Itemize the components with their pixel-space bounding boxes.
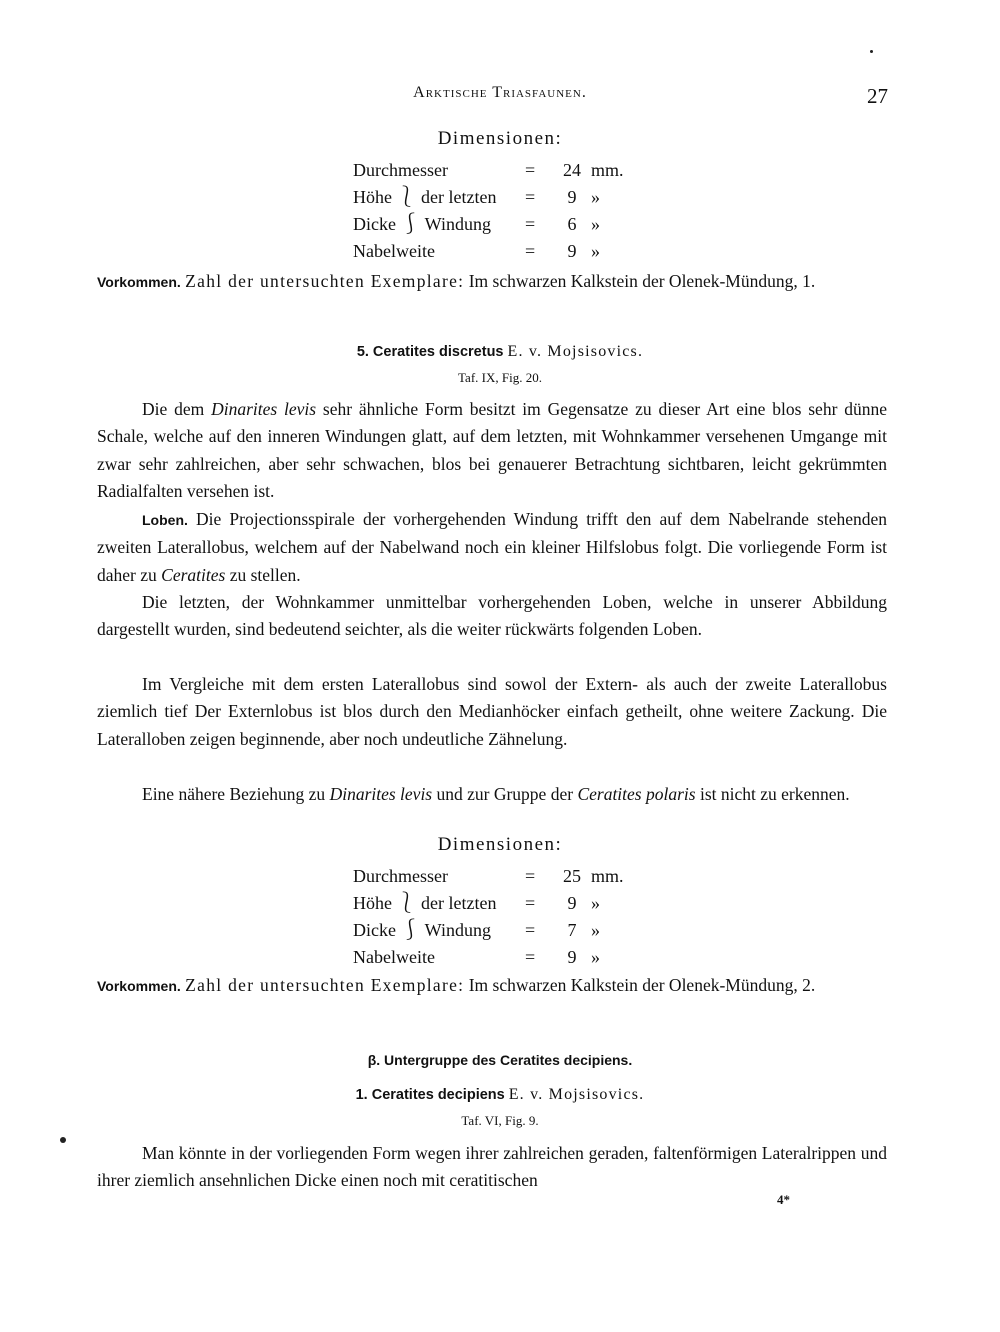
dimension-label: Dicke	[353, 920, 396, 940]
plate-reference: Taf. IX, Fig. 20.	[458, 370, 542, 385]
equals-sign: =	[525, 947, 536, 967]
occurrence-lead: Vorkommen.	[97, 978, 181, 994]
taxon-name: Ceratites	[161, 564, 226, 585]
dimension-value: 7	[567, 920, 577, 940]
body-paragraph	[97, 506, 887, 589]
brace-icon: ⎰	[400, 213, 421, 235]
equals-sign: =	[525, 241, 536, 261]
dimension-label: Höhe	[353, 893, 392, 913]
dimension-value: 25	[563, 866, 581, 886]
equals-sign: =	[525, 893, 536, 913]
brace-icon: ⎱	[396, 892, 417, 914]
signature-mark: 4*	[777, 1192, 790, 1207]
species-heading	[0, 343, 1000, 361]
text-run: zu stellen.	[225, 564, 301, 585]
species-name: 1. Ceratites decipiens	[355, 1087, 505, 1103]
dimension-sublabel: Windung	[424, 214, 491, 234]
brace-icon: ⎱	[396, 186, 417, 208]
dimension-unit: »	[591, 187, 600, 207]
dimension-label: Durchmesser	[353, 866, 448, 886]
occurrence-text: Zahl der untersuchten Exemplare:	[185, 975, 465, 995]
dimension-value: 9	[567, 241, 577, 261]
dimensions-heading: Dimensionen:	[437, 834, 563, 855]
occurrence-rest: Im schwarzen Kalkstein der Olenek-Mündung, 2.	[468, 975, 816, 995]
dimension-label: Nabelweite	[353, 241, 435, 261]
taxon-name: Ceratites polaris	[577, 784, 696, 804]
dimensions-heading: Dimensionen:	[437, 128, 563, 149]
dimension-sublabel: der letzten	[421, 187, 497, 207]
dimension-unit: »	[591, 920, 600, 940]
occurrence-text: Zahl der untersuchten Exemplare:	[185, 271, 465, 291]
dimension-value: 9	[567, 187, 577, 207]
text-run: Die Projectionsspirale der vorhergehenden Windung trifft den auf dem Nabelrande stehenden zweiten Laterallobus, welchem auf der Nabelwand noch ein kleiner Hilfslobus folgt. Die vorliegende Form ist daher zu	[97, 509, 887, 585]
body-paragraph	[97, 396, 887, 505]
page-number: 27	[867, 84, 888, 108]
dimension-value: 9	[567, 893, 577, 913]
species-author: E. v. Mojsisovics.	[507, 343, 644, 360]
occurrence-rest: Im schwarzen Kalkstein der Olenek-Mündung, 1.	[468, 271, 816, 291]
species-heading	[0, 1086, 1000, 1104]
brace-icon: ⎰	[400, 919, 421, 941]
text-run: und zur Gruppe der	[432, 784, 578, 804]
dimension-label: Höhe	[353, 187, 392, 207]
dimension-unit: »	[591, 947, 600, 967]
taxon-name: Dinarites levis	[329, 784, 433, 804]
dimension-unit: »	[591, 214, 600, 234]
equals-sign: =	[525, 187, 536, 207]
occurrence-paragraph	[97, 268, 887, 296]
body-paragraph	[97, 781, 887, 808]
dimension-unit: mm.	[591, 866, 624, 886]
equals-sign: =	[525, 920, 536, 940]
equals-sign: =	[525, 866, 536, 886]
text-run: ist nicht zu erkennen.	[695, 784, 850, 804]
dimension-unit: »	[591, 893, 600, 913]
species-name: 5. Ceratites discretus	[356, 344, 504, 360]
ink-speck	[60, 1137, 66, 1143]
dimension-label: Nabelweite	[353, 947, 435, 967]
ink-speck	[870, 50, 873, 53]
body-paragraph: Im Vergleiche mit dem ersten Laterallobus sind sowol der Extern- als auch der zweite Laterallobus ziemlich tief Der Externlobus ist blos durch den Medianhöcker einfach getheilt, ohne weitere Zackung. Die Lateralloben zeigen beginnende, aber noch undeutliche Zähnelung.	[97, 674, 887, 749]
dimension-label: Durchmesser	[353, 160, 448, 180]
dimension-sublabel: der letzten	[421, 893, 497, 913]
body-paragraph: Die letzten, der Wohnkammer unmittelbar vorhergehenden Loben, welche in unserer Abbildung dargestellt wurden, sind bedeutend seichter, als die weiter rückwärts folgenden Loben.	[97, 592, 887, 640]
dimension-value: 24	[563, 160, 581, 180]
paragraph-lead: Loben.	[142, 512, 188, 528]
species-author: E. v. Mojsisovics.	[508, 1086, 645, 1103]
dimension-unit: mm.	[591, 160, 624, 180]
text-run: sehr ähnliche Form besitzt im Gegensatze zu dieser Art eine blos sehr dünne Schale, welche auf den inneren Windungen glatt, auf dem letzten, mit Wohnkammer versehenen Umgange mit zwar sehr zahlreichen, aber sehr schwachen, blos bei genauerer Betrachtung sichtbaren, leicht gekrümmten Radialfalten versehen ist.	[97, 399, 887, 501]
text-run: Eine nähere Beziehung zu	[142, 784, 330, 804]
running-header: Arktische Triasfaunen.	[413, 84, 587, 101]
dimension-label: Dicke	[353, 214, 396, 234]
dimension-value: 9	[567, 947, 577, 967]
taxon-name: Dinarites levis	[211, 399, 317, 419]
dimension-sublabel: Windung	[424, 920, 491, 940]
occurrence-lead: Vorkommen.	[97, 274, 181, 290]
equals-sign: =	[525, 214, 536, 234]
subgroup-heading: β. Untergruppe des Ceratites decipiens.	[367, 1052, 633, 1068]
body-paragraph: Man könnte in der vorliegenden Form wegen ihrer zahlreichen geraden, faltenförmigen Lateralrippen und ihrer ziemlich ansehnlichen Dicke einen noch mit ceratitischen	[97, 1143, 887, 1191]
dimension-unit: »	[591, 241, 600, 261]
occurrence-paragraph	[97, 972, 887, 1000]
equals-sign: =	[525, 160, 536, 180]
plate-reference: Taf. VI, Fig. 9.	[461, 1113, 539, 1128]
dimension-value: 6	[567, 214, 577, 234]
text-run: Die dem	[142, 399, 212, 419]
